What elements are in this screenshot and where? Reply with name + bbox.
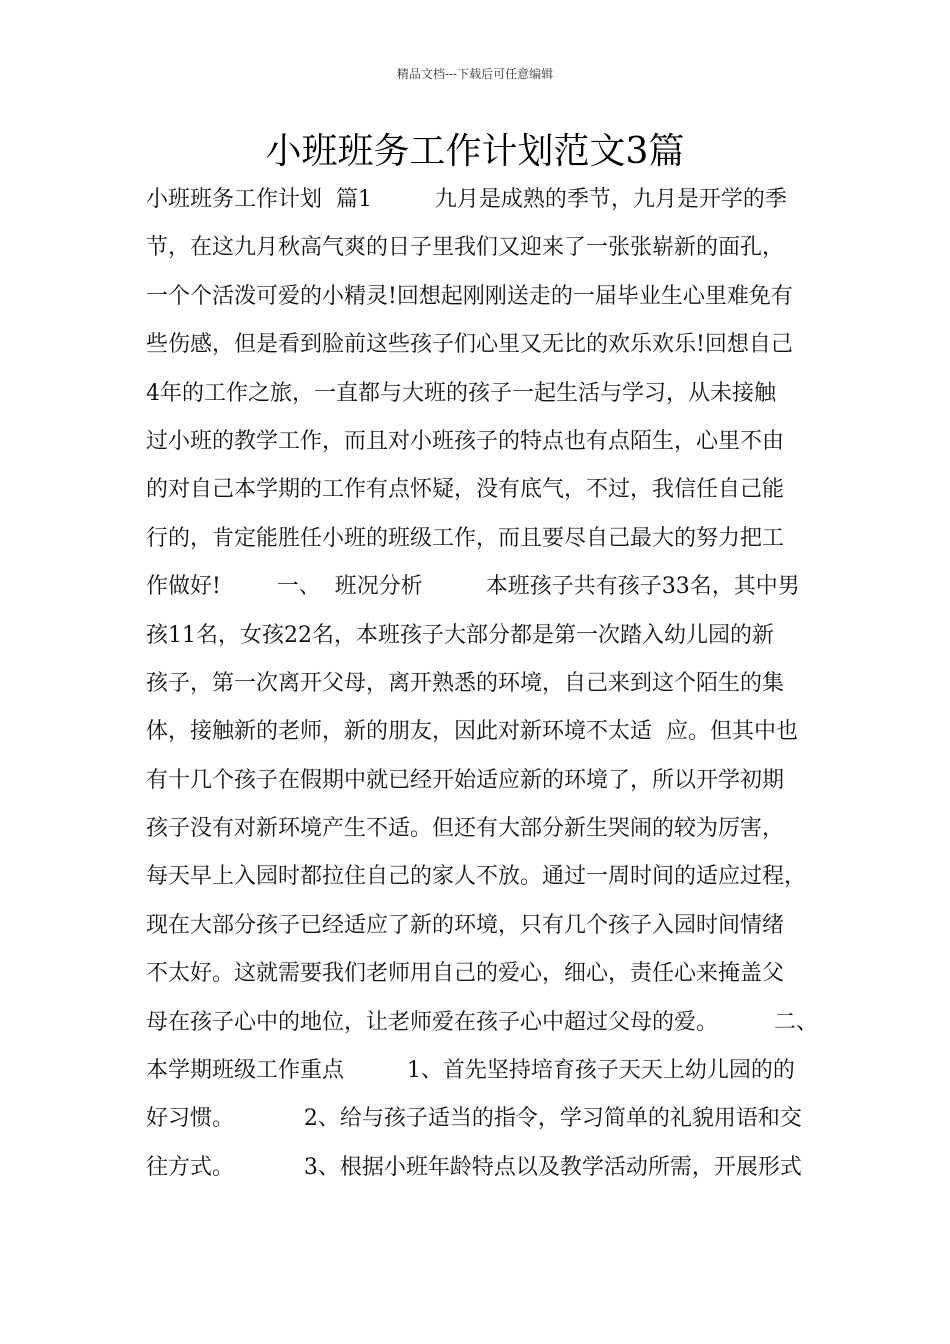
body-line: 每天早上入园时都拉住自己的家人不放。通过一周时间的适应过程，	[146, 864, 807, 890]
body-line: 些伤感，但是看到脸前这些孩子们心里又无比的欢乐欢乐!回想自己	[146, 332, 793, 358]
document-body	[146, 182, 826, 1198]
body-line: 母在孩子心中的地位，让老师爱在孩子心中超过父母的爱。 二、	[146, 1009, 818, 1035]
body-line: 本学期班级工作重点 1、首先坚持培育孩子天天上幼儿园的的	[146, 1058, 795, 1084]
body-line: 过小班的教学工作，而且对小班孩子的特点也有点陌生，心里不由	[146, 428, 785, 454]
body-line: 孩子没有对新环境产生不适。但还有大部分新生哭闹的较为厉害，	[146, 816, 785, 842]
body-line: 孩子，第一次离开父母，离开熟悉的环境，自己来到这个陌生的集	[146, 670, 785, 696]
page-header: 精品文档---下载后可任意编辑	[396, 67, 554, 81]
body-line: 孩11名，女孩22名，本班孩子大部分都是第一次踏入幼儿园的新	[146, 622, 774, 648]
body-line: 往方式。 3、根据小班年龄特点以及教学活动所需，开展形式	[146, 1154, 802, 1180]
body-line: 小班班务工作计划 篇1 九月是成熟的季节，九月是开学的季	[146, 187, 787, 212]
body-line: 节，在这九月秋高气爽的日子里我们又迎来了一张张崭新的面孔，	[146, 235, 785, 261]
body-line: 有十几个孩子在假期中就已经开始适应新的环境了，所以开学初期	[146, 767, 785, 793]
body-line: 作做好! 一、 班况分析 本班孩子共有孩子33名，其中男	[146, 574, 800, 600]
body-line: 体，接触新的老师，新的朋友，因此对新环境不太适 应。但其中也	[146, 719, 798, 745]
body-line: 行的，肯定能胜任小班的班级工作，而且要尽自己最大的努力把工	[146, 525, 785, 551]
body-line: 现在大部分孩子已经适应了新的环境，只有几个孩子入园时间情绪	[146, 912, 785, 938]
body-line: 好习惯。 2、给与孩子适当的指令，学习简单的礼貌用语和交	[146, 1106, 802, 1132]
body-line: 一个个活泼可爱的小精灵!回想起刚刚送走的一届毕业生心里难免有	[146, 283, 793, 309]
document-title: 小班班务工作计划范文3篇	[265, 131, 685, 172]
body-line: 4年的工作之旅，一直都与大班的孩子一起生活与学习，从未接触	[146, 380, 776, 406]
body-line: 的对自己本学期的工作有点怀疑，没有底气，不过，我信任自己能	[146, 477, 785, 503]
body-line: 不太好。这就需要我们老师用自己的爱心，细心，责任心来掩盖父	[146, 961, 785, 987]
